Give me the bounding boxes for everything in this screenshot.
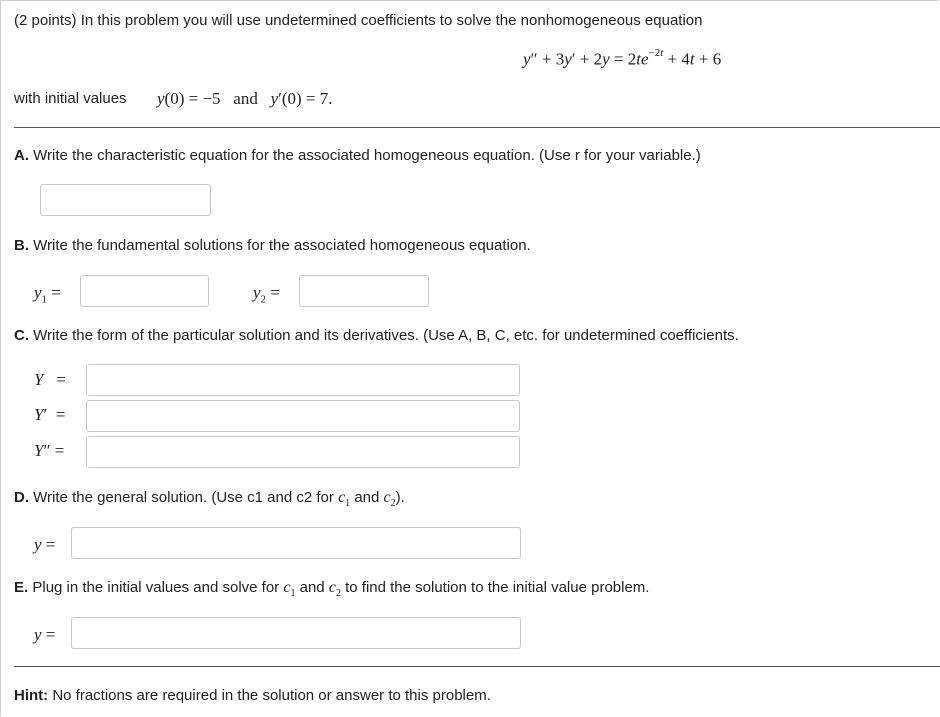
Y-prime-label: Y′ = [34,405,66,424]
characteristic-equation-input[interactable] [40,184,211,216]
hint [14,687,491,704]
part-a-text: Write the characteristic equation for the associated homogeneous equation. (Use r for your variable.) [33,147,701,164]
ivp-solution-input[interactable] [71,617,521,649]
top-divider [14,127,940,128]
part-c-text: Write the form of the particular solution and its derivatives. (Use A, B, C, etc. for undetermined coefficients. [33,327,739,344]
y2-label: $y_2$ = [253,283,280,306]
intro-text: In this problem you will use undetermined coefficients to solve the nonhomogeneous equation [80,12,703,29]
part-d-text-before: Write the general solution. (Use c1 and c2 for [33,489,334,506]
y1-input[interactable] [80,275,209,307]
y1-label: $y_1$ = [34,283,61,306]
part-b-prompt [14,237,531,254]
part-e-and: and [299,579,325,596]
part-a-prompt [14,147,701,164]
part-d-text-after: ). [395,489,405,506]
part-b-text: Write the fundamental solutions for the associated homogeneous equation. [33,237,531,254]
part-d-and: and [354,489,380,506]
hint-text: No fractions are required in the solution or answer to this problem. [52,687,491,704]
initial-values-label: with initial values [14,90,127,107]
part-c-letter: C. [14,327,29,344]
y2-input[interactable] [299,275,429,307]
Y-input[interactable] [86,364,520,396]
initial-values-math: y(0) = −5 and y′(0) = 7. [157,89,333,108]
general-y-label: y = [34,535,56,554]
part-e-letter: E. [14,579,29,596]
intro-line [14,12,703,29]
bottom-divider [14,666,940,667]
Y-prime-input[interactable] [86,400,520,432]
general-solution-input[interactable] [71,527,521,559]
part-e-prompt: E. Plug in the initial values and solve for $c_1$ and $c_2$ to find the solution to the initial value problem. [14,579,650,600]
part-e-text-after: to find the solution to the initial value problem. [345,579,650,596]
part-d-letter: D. [14,489,29,506]
points-label: (2 points) [14,12,77,29]
Y-label: Y = [34,370,66,389]
main-equation: $y'' + 3y' + 2y = 2te^{-2t} + 4t + 6$ [523,47,722,69]
part-d-prompt: D. Write the general solution. (Use c1 and c2 for $c_1$ and $c_2$). [14,489,405,510]
ivp-y-label: y = [34,625,56,644]
part-a-letter: A. [14,147,29,164]
part-e-text-before: Plug in the initial values and solve for [32,579,280,596]
part-b-letter: B. [14,237,29,254]
hint-label: Hint: [14,687,49,704]
Y-double-prime-label: Y″ = [34,441,65,460]
Y-double-prime-input[interactable] [86,436,520,468]
part-c-prompt [14,327,739,344]
